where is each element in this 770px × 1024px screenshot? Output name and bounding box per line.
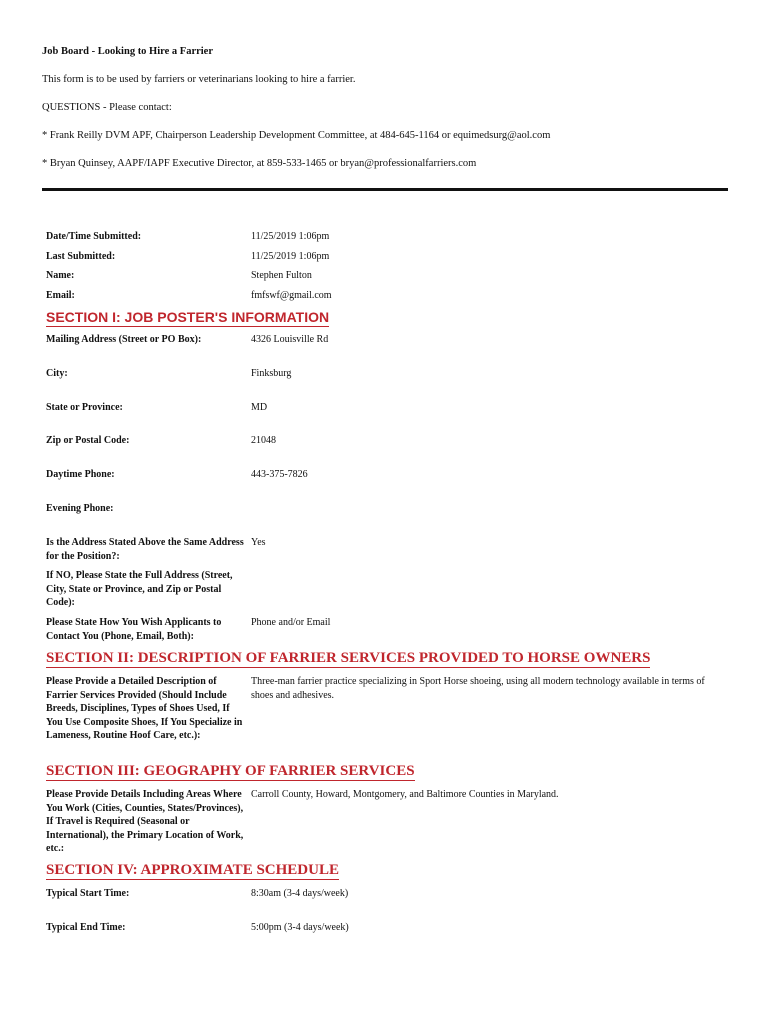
field-label: Evening Phone:: [46, 503, 114, 514]
field-label: Last Submitted:: [46, 251, 116, 262]
field-label: Typical End Time:: [46, 922, 126, 933]
header-divider: [42, 188, 728, 191]
field-value: 21048: [251, 435, 276, 446]
field-value: Finksburg: [251, 368, 292, 379]
section-1-heading: SECTION I: JOB POSTER'S INFORMATION: [46, 309, 330, 325]
field-label: Email:: [46, 290, 75, 301]
field-label: Please Provide a Detailed Description of Farrier Services Provided (Should Include Breeds, Disciplines, Types of Shoes Used, If You Use Composite Shoes, If You Specialize in Lameness, Routine Hoof Care, etc.):: [46, 676, 243, 741]
field-value: 5:00pm (3-4 days/week): [251, 922, 349, 933]
field-value: 8:30am (3-4 days/week): [251, 888, 349, 899]
field-label: City:: [46, 368, 68, 379]
field-value: Carroll County, Howard, Montgomery, and Baltimore Counties in Maryland.: [251, 789, 559, 800]
field-value: Phone and/or Email: [251, 617, 331, 628]
contact-2: * Bryan Quinsey, AAPF/IAPF Executive Director, at 859-533-1465 or bryan@professionalfarriers.com: [42, 158, 477, 169]
field-label: State or Province:: [46, 402, 123, 413]
field-label: Please Provide Details Including Areas Where You Work (Cities, Counties, States/Provinces), If Travel is Required (Seasonal or International), the Primary Location of Work, etc.:: [46, 789, 244, 854]
field-label: Daytime Phone:: [46, 469, 115, 480]
field-value: Stephen Fulton: [251, 270, 312, 281]
field-value: 11/25/2019 1:06pm: [251, 251, 330, 262]
field-label: Date/Time Submitted:: [46, 231, 142, 242]
field-label: Name:: [46, 270, 75, 281]
field-label: Is the Address Stated Above the Same Address for the Position?:: [46, 537, 244, 562]
field-label: Typical Start Time:: [46, 888, 130, 899]
field-label: If NO, Please State the Full Address (Street, City, State or Province, and Zip or Postal Code):: [46, 570, 233, 608]
form-title: Job Board - Looking to Hire a Farrier: [42, 46, 213, 57]
field-value: Yes: [251, 537, 266, 548]
field-value: fmfswf@gmail.com: [251, 290, 332, 301]
questions-label: QUESTIONS - Please contact:: [42, 102, 172, 113]
field-value: 11/25/2019 1:06pm: [251, 231, 330, 242]
field-label: Please State How You Wish Applicants to Contact You (Phone, Email, Both):: [46, 617, 222, 642]
field-label: Zip or Postal Code:: [46, 435, 130, 446]
section-2-heading: SECTION II: DESCRIPTION OF FARRIER SERVICES PROVIDED TO HORSE OWNERS: [46, 650, 651, 666]
form-intro: This form is to be used by farriers or veterinarians looking to hire a farrier.: [42, 74, 356, 85]
contact-1: * Frank Reilly DVM APF, Chairperson Leadership Development Committee, at 484-645-1164 or equimedsurg@aol.com: [42, 130, 551, 141]
section-4-heading: SECTION IV: APPROXIMATE SCHEDULE: [46, 862, 339, 878]
field-label: Mailing Address (Street or PO Box):: [46, 334, 202, 345]
field-value: 4326 Louisville Rd: [251, 334, 329, 345]
section-3-heading: SECTION III: GEOGRAPHY OF FARRIER SERVICES: [46, 763, 415, 779]
field-value: MD: [251, 402, 268, 413]
field-value: Three-man farrier practice specializing in Sport Horse shoeing, using all modern technology available in terms of shoes and adhesives.: [251, 676, 705, 701]
field-value: 443-375-7826: [251, 469, 308, 480]
